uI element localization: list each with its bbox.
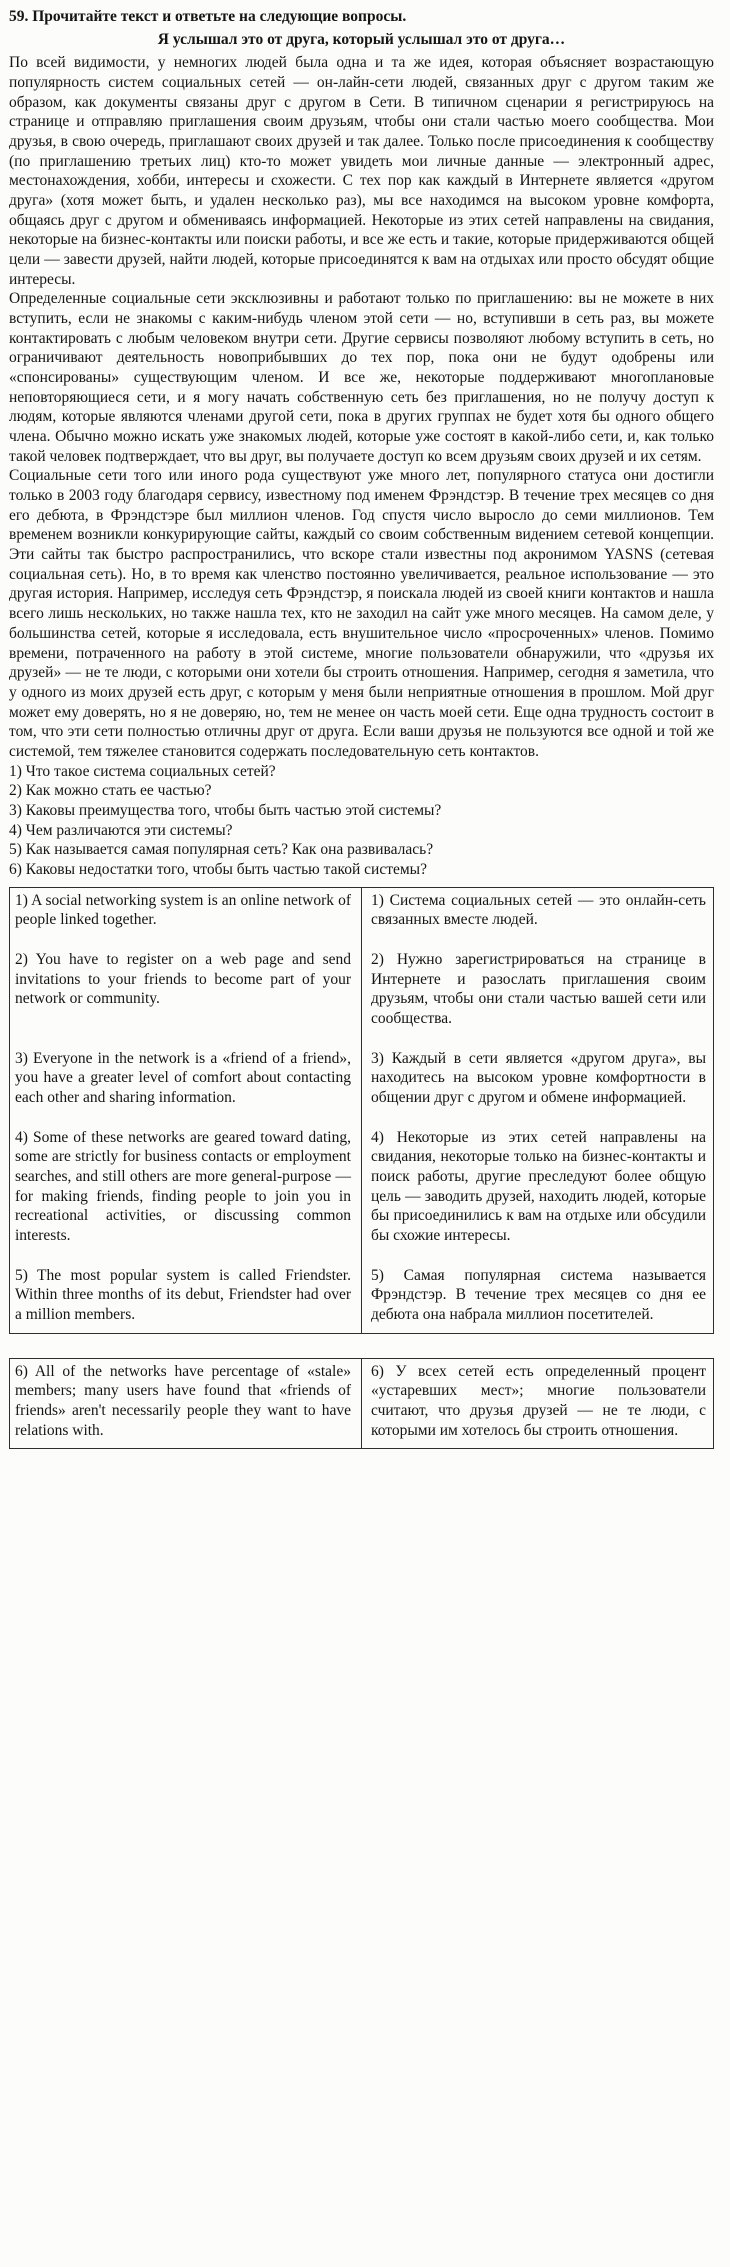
answer-5-en: 5) The most popular system is called Friendster. Within three months of its debut, Friendster had over a million members. bbox=[15, 1266, 351, 1323]
exercise-heading: 59. Прочитайте текст и ответьте на следующие вопросы. bbox=[9, 8, 407, 25]
answer-2-ru: 2) Нужно зарегистрироваться на странице в Интернете и разослать приглашения своим друзьям, чтобы они стали частью вашей сети или сообщества. bbox=[362, 947, 714, 1046]
questions-list bbox=[9, 762, 714, 880]
answer-row-3 bbox=[10, 1046, 714, 1125]
paragraph-1: По всей видимости, у немногих людей была одна и та же идея, которая объясняет возрастающую популярность систем социальных сетей — он-лайн-сети людей, связанных друг с другом таким же образом, как документы связаны друг с другом в Сети. В типичном сценарии я регистрируюсь на странице и отправляю приглашения своим друзьям, чтобы они стали частью моего сообщества. Мои друзья, в свою очередь, приглашают своих друзей и так далее. Только после присоединения к сообществу (по приглашению третьих лиц) кто-то может увидеть мои личные данные — электронный адрес, местонахождения, хобби, интересы и схожести. С тех пор как каждый в Интернете является «другом друга» (хотя может быть, и удален несколько раз), мы все находимся на высоком уровне комфорта, общаясь друг с другом и обмениваясь информацией. Некоторые из этих сетей направлены на свидания, некоторые на бизнес-контакты или поиски работы, и все же есть и такие, которые придерживаются общей цели — завести друзей, найти людей, которые присоединятся к вам на отдыхах или просто обсудят общие интересы. bbox=[9, 54, 714, 288]
answer-2-en: 2) You have to register on a web page and send invitations to your friends to become part of your network or community. bbox=[15, 950, 351, 1008]
answer-row-5 bbox=[10, 1263, 714, 1334]
question-1: 1) Что такое система социальных сетей? bbox=[9, 762, 276, 780]
paragraph-2: Определенные социальные сети эксклюзивны и работают только по приглашению: вы не можете в них вступить, если не знакомы с каким-нибудь членом этой сети — но, вступивши в сеть раз, вы можете контактировать с любым человеком внутри сети. Другие сервисы позволяют любому вступить в сеть, но ограничивают деятельность новоприбывших до тех пор, пока они не будут одобрены или «спонсированы» существующим членом. И все же, некоторые поддерживают многоплановые неповторяющиеся сети, и я могу начать собственную сеть без приглашения, но не получу доступ к людям, которые являются членами другой сети, пока в других группах не будет хотя бы одного общего члена. Обычно можно искать уже знакомых людей, которые уже состоят в какой-либо сети, и, как только такой человек подтверждает, что вы друг, вы получаете доступ ко всем друзьям своих друзей и их сетям. bbox=[9, 290, 714, 465]
answer-4-ru: 4) Некоторые из этих сетей направлены на свидания, некоторые только на бизнес-контакты и поиск работы, другие преследуют более общую цель — заводить друзей, находить людей, которые бы присоединились к вам на отдыхе или обсудили бы схожие интересы. bbox=[362, 1125, 714, 1263]
text-title: Я услышал это от друга, который услышал это от друга… bbox=[157, 30, 566, 48]
answers-table bbox=[9, 887, 714, 1334]
answer-3-ru: 3) Каждый в сети является «другом друга», вы находитесь на высоком уровне комфортности в общении друг с другом и обмене информацией. bbox=[362, 1046, 714, 1125]
question-5: 5) Как называется самая популярная сеть? Как она развивалась? bbox=[9, 841, 434, 859]
answer-1-ru: 1) Система социальных сетей — это онлайн-сеть связанных вместе людей. bbox=[362, 887, 714, 947]
answer-6-en: 6) All of the networks have percentage of «stale» members; many users have found that «friends of friends» aren't necessarily people they want to have relations with. bbox=[15, 1362, 351, 1439]
question-6: 6) Каковы недостатки того, чтобы быть частью такой системы? bbox=[9, 860, 427, 878]
question-4: 4) Чем различаются эти системы? bbox=[9, 821, 233, 839]
answer-row-1 bbox=[10, 887, 714, 947]
answers-table-extra bbox=[9, 1358, 714, 1450]
answer-5-ru: 5) Самая популярная система называется Фрэндстэр. В течение трех месяцев со дня ее дебюта она набрала миллион посетителей. bbox=[362, 1263, 714, 1334]
answer-6-ru: 6) У всех сетей есть определенный процент «устаревших мест»; многие пользователи считают, что друзья друзей — не те люди, с которыми им хотелось бы строить отношения. bbox=[362, 1358, 714, 1449]
paragraph-3: Социальные сети того или иного рода существуют уже много лет, популярного статуса они достигли только в 2003 году благодаря сервису, известному под именем Фрэндстэр. В течение трех месяцев со дня его дебюта, в Фрэндстэре был миллион членов. Год спустя число выросло до семи миллионов. Тем временем возникли конкурирующие сайты, каждый со своим собственным видением сетевой концепции. Эти сайты так быстро распространились, что вскоре стали известны под акронимом YASNS (сетевая социальная сеть). Но, в то время как членство постоянно увеличивается, реальное использование — это другая история. Например, исследуя сеть Фрэндстэр, я поискала людей из своей книги контактов и нашла всего лишь нескольких, но также нашла тех, кто не заходил на сайт уже много месяцев. На самом деле, у большинства сетей, которые я исследовала, есть внушительное число «просроченных» членов. Помимо времени, потраченного на работу в этой системе, многие пользователи обнаружили, что «друзья их друзей» — не те люди, с которыми они хотели бы строить отношения. Например, сегодня я заметила, что у одного из моих друзей есть друг, с которым у меня были неприятные отношения в прошлом. Мой друг может ему доверять, но я не доверяю, но, тем не менее он часть моей сети. Еще одна трудность состоит в том, что эти сети полностью отличны друг от друга. Если ваши друзья не пользуются все одной и той же системой, тем тяжелее становится содержать последовательную сеть контактов. bbox=[9, 467, 714, 760]
reading-text bbox=[9, 53, 714, 761]
answer-row-6 bbox=[10, 1358, 714, 1449]
answer-3-en: 3) Everyone in the network is a «friend of a friend», you have a greater level of comfort about contacting each other and sharing information. bbox=[15, 1049, 351, 1106]
answer-row-2 bbox=[10, 947, 714, 1046]
answer-4-en: 4) Some of these networks are geared toward dating, some are strictly for business contacts or employment searches, and still others are more general-purpose — for making friends, finding people to join you in recreational activities, or discussing common interests. bbox=[15, 1128, 351, 1244]
answer-1-en: 1) A social networking system is an online network of people linked together. bbox=[15, 891, 351, 929]
question-2: 2) Как можно стать ее частью? bbox=[9, 782, 212, 800]
answer-row-4 bbox=[10, 1125, 714, 1263]
question-3: 3) Каковы преимущества того, чтобы быть частью этой системы? bbox=[9, 801, 442, 819]
